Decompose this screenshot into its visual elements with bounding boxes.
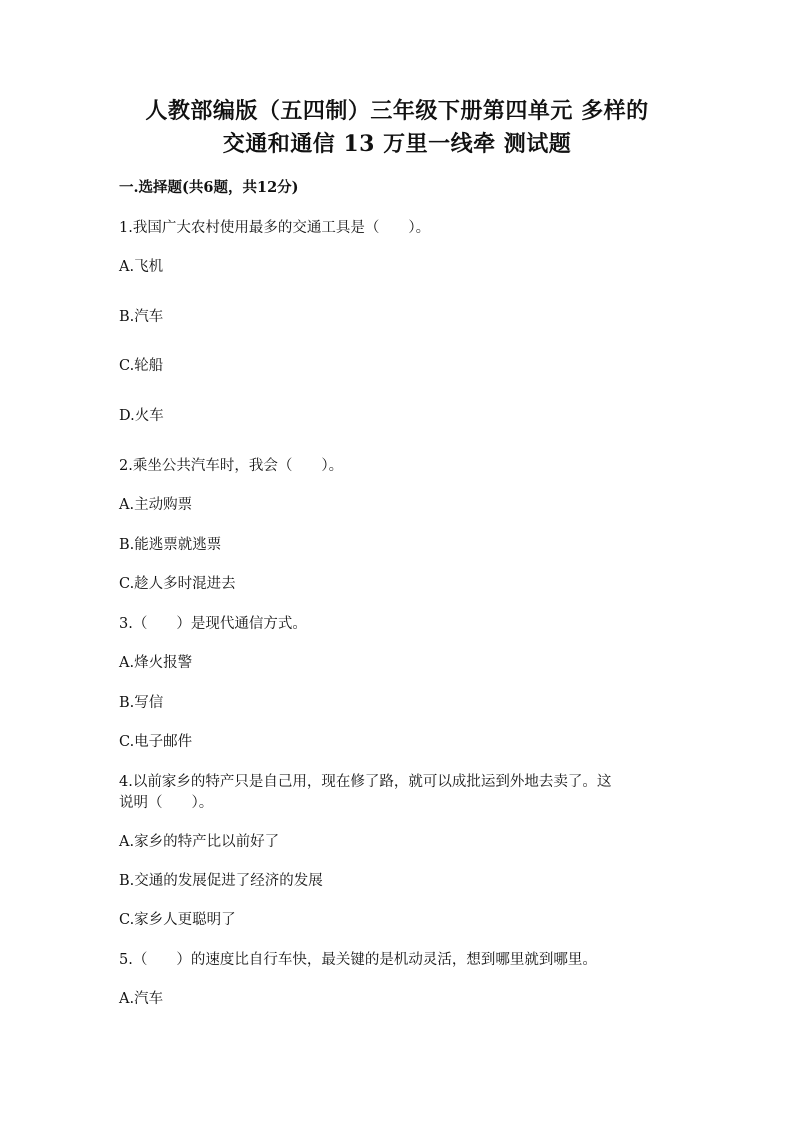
question-4-stem-line-2: 说明（ ）。: [119, 795, 214, 811]
question-3-option-a: A.烽火报警: [119, 655, 193, 671]
question-5-option-a: A.汽车: [119, 991, 164, 1007]
question-4-option-c: C.家乡人更聪明了: [119, 912, 236, 928]
question-1-option-c: C.轮船: [119, 358, 164, 374]
question-3-option-c: C.电子邮件: [119, 734, 193, 750]
page-title-line-2: 交通和通信 13 万里一线牵 测试题: [222, 131, 572, 157]
section-heading: 一.选择题(共6题，共12分): [119, 179, 299, 196]
question-5-stem: 5.（ ）的速度比自行车快，最关键的是机动灵活，想到哪里就到哪里。: [119, 952, 597, 968]
question-2-option-b: B.能逃票就逃票: [119, 537, 222, 553]
question-4-stem-line-1: 4.以前家乡的特产只是自己用，现在修了路，就可以成批运到外地去卖了。这: [119, 774, 612, 790]
question-1-option-b: B.汽车: [119, 309, 164, 325]
page-title-line-1: 人教部编版（五四制）三年级下册第四单元 多样的: [145, 98, 649, 124]
question-3-stem: 3.（ ）是现代通信方式。: [119, 616, 307, 632]
question-1-option-a: A.飞机: [119, 259, 164, 275]
question-1-stem: 1.我国广大农村使用最多的交通工具是（ ）。: [119, 220, 431, 236]
question-2-option-c: C.趁人多时混进去: [119, 576, 236, 592]
question-3-option-b: B.写信: [119, 695, 164, 711]
question-2-stem: 2.乘坐公共汽车时，我会（ ）。: [119, 458, 344, 474]
question-2-option-a: A.主动购票: [119, 497, 193, 513]
question-4-option-a: A.家乡的特产比以前好了: [119, 834, 280, 850]
question-1-option-d: D.火车: [119, 408, 164, 424]
question-4-option-b: B.交通的发展促进了经济的发展: [119, 873, 323, 889]
